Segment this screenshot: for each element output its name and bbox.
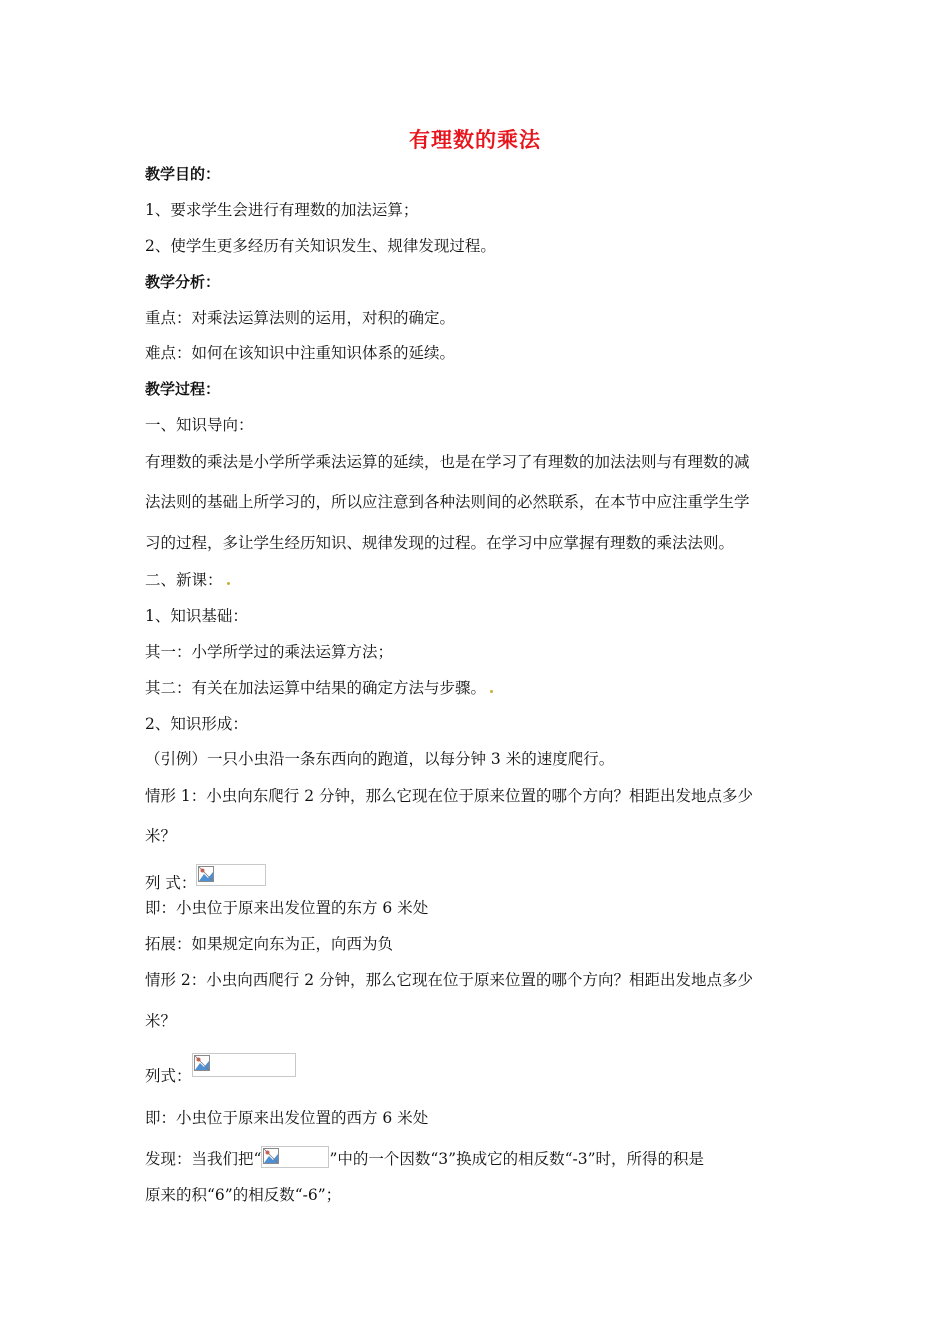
formula2-row [145,1053,296,1086]
intro-paragraph-line-2: 法法则的基础上所学习的，所以应注意到各种法则间的必然联系，在本节中应注重学生学 [145,493,750,511]
discovery-line-1 [145,1146,704,1169]
intro-paragraph-line-3: 习的过程，多让学生经历知识、规律发现的过程。在学习中应掌握有理数的乘法法则。 [145,534,735,552]
part2-heading [145,570,230,590]
basis-item-2 [145,678,493,698]
example-text: （引例）一只小虫沿一条东西向的跑道，以每分钟 3 米的速度爬行。 [145,750,615,768]
case2-line-2: 米？ [145,1012,177,1030]
extension-text: 拓展：如果规定向东为正，向西为负 [145,935,394,953]
result2-text: 即：小虫位于原来出发位置的西方 6 米处 [145,1109,429,1127]
broken-image-icon [198,866,214,882]
section-heading-goal: 教学目的： [145,165,221,183]
case2-line-1: 情形 2：小虫向西爬行 2 分钟，那么它现在位于原来位置的哪个方向？相距出发地点多少 [145,971,754,989]
formula1-label: 列 式： [145,874,197,892]
result1-text: 即：小虫位于原来出发位置的东方 6 米处 [145,899,429,917]
formation-heading: 2、知识形成： [145,715,248,733]
part1-heading: 一、知识导向： [145,416,254,434]
discovery-prefix: 发现：当我们把“ [145,1150,262,1168]
formula1-row [145,864,266,893]
part2-heading-text: 二、新课： [145,571,223,589]
section-heading-analysis: 教学分析： [145,273,221,291]
formula1-image [196,864,266,886]
basis-item-1: 其一：小学所学过的乘法运算方法； [145,643,394,661]
case1-line-2: 米？ [145,827,177,845]
formula2-label: 列式： [145,1067,192,1085]
goal-item-2: 2、使学生更多经历有关知识发生、规律发现过程。 [145,237,496,255]
page-title: 有理数的乘法 [409,128,541,152]
basis-item-2-text: 其二：有关在加法运算中结果的确定方法与步骤。 [145,679,487,697]
broken-image-icon [194,1055,210,1071]
discovery-image [261,1146,329,1168]
artifact-dot [227,582,230,585]
section-heading-process: 教学过程： [145,380,221,398]
key-point: 重点：对乘法运算法则的运用，对积的确定。 [145,309,456,327]
discovery-line-2: 原来的积“6”的相反数“-6”； [145,1186,342,1204]
discovery-suffix: ”中的一个因数“3”换成它的相反数“-3”时，所得的积是 [329,1150,705,1168]
goal-item-1: 1、要求学生会进行有理数的加法运算； [145,201,419,219]
intro-paragraph-line-1: 有理数的乘法是小学所学乘法运算的延续，也是在学习了有理数的加法法则与有理数的减 [145,453,750,471]
basis-heading: 1、知识基础： [145,607,248,625]
broken-image-icon [263,1148,279,1164]
formula2-image [192,1053,296,1077]
difficulty-point: 难点：如何在该知识中注重知识体系的延续。 [145,344,456,362]
case1-line-1: 情形 1：小虫向东爬行 2 分钟，那么它现在位于原来位置的哪个方向？相距出发地点多少 [145,787,754,805]
artifact-dot [490,690,493,693]
